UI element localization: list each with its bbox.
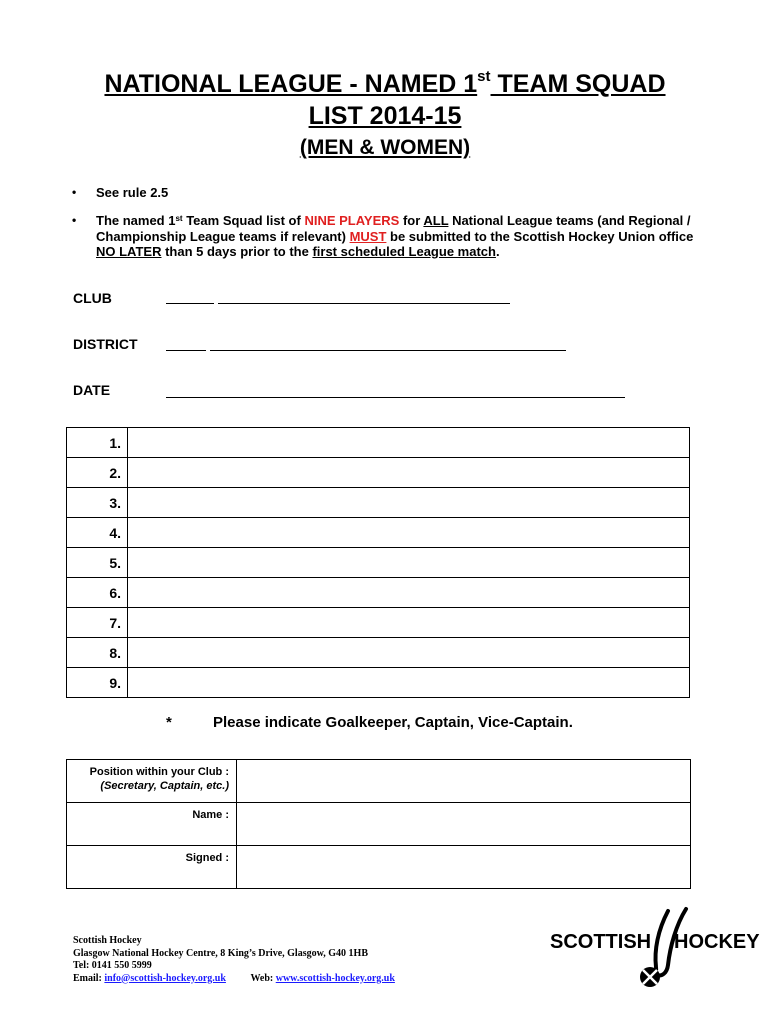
logo-text-right: HOCKEY — [674, 931, 760, 953]
bullet-text: See rule 2.5 — [96, 185, 169, 200]
player-entry-8[interactable] — [128, 638, 690, 668]
table-row — [67, 760, 691, 803]
player-entry-5[interactable] — [128, 548, 690, 578]
table-row: 2. — [67, 458, 690, 488]
district-field-short[interactable] — [166, 350, 206, 351]
footer-contact: Scottish Hockey Glasgow National Hockey Centre, 8 King’s Drive, Glasgow, G40 1HB Tel: 0141 550 5999 Email: info@scottish-hockey.org.uk Web: www.scottish-hockey.org.uk — [73, 935, 395, 984]
bullet-dot-icon: • — [72, 213, 77, 227]
table-row: 7. — [67, 608, 690, 638]
hockey-sticks-saltire-icon — [550, 905, 760, 995]
table-row: 6. — [67, 578, 690, 608]
player-entry-1[interactable] — [128, 428, 690, 458]
district-field[interactable] — [210, 350, 566, 351]
player-entry-2[interactable] — [128, 458, 690, 488]
table-row: 8. — [67, 638, 690, 668]
title-text-end: TEAM SQUAD — [490, 70, 666, 98]
note-text: Please indicate Goalkeeper, Captain, Vice-Captain. — [213, 714, 573, 731]
club-field-short[interactable] — [166, 303, 214, 304]
position-field[interactable] — [237, 760, 691, 803]
web-link[interactable]: www.scottish-hockey.org.uk — [275, 972, 395, 984]
date-field[interactable] — [166, 397, 625, 398]
bullet-text: The named 1st Team Squad list of NINE PLAYERS for ALL National League teams (and Regional / Championship League teams if relevant) MUST be submitted to the Scottish Hockey Union office NO LATER than 5 days prior to the first scheduled League match. — [96, 213, 694, 259]
email-link[interactable]: info@scottish-hockey.org.uk — [104, 972, 226, 984]
player-entry-3[interactable] — [128, 488, 690, 518]
signature-field[interactable] — [237, 846, 691, 889]
form-subtitle: (MEN & WOMEN) — [299, 136, 471, 159]
footer-tel: Tel: 0141 550 5999 — [73, 960, 152, 971]
title-text: NATIONAL LEAGUE - NAMED 1 — [104, 70, 478, 98]
signature-table — [66, 759, 691, 889]
footer-address: Glasgow National Hockey Centre, 8 King’s Drive, Glasgow, G40 1HB — [73, 947, 368, 959]
table-row: 5. — [67, 548, 690, 578]
district-label: DISTRICT — [73, 336, 138, 352]
table-row: 1. — [67, 428, 690, 458]
player-entry-6[interactable] — [128, 578, 690, 608]
player-entry-9[interactable] — [128, 668, 690, 698]
nine-players-highlight: NINE PLAYERS — [304, 213, 400, 228]
form-title-line1 — [0, 70, 770, 99]
bullet-dot-icon: • — [72, 185, 77, 199]
table-row — [67, 803, 691, 846]
table-row: 9. — [67, 668, 690, 698]
player-entry-7[interactable] — [128, 608, 690, 638]
table-row: 3. — [67, 488, 690, 518]
form-title-line2: LIST 2014-15 — [308, 102, 462, 130]
logo-text-left: SCOTTISH — [550, 931, 652, 953]
title-superscript: st — [477, 68, 491, 85]
position-label: Position within your Club : — [89, 766, 229, 778]
club-field[interactable] — [218, 303, 510, 304]
position-hint: (Secretary, Captain, etc.) — [100, 780, 229, 792]
date-label: DATE — [73, 382, 111, 398]
name-field[interactable] — [237, 803, 691, 846]
name-label: Name : — [67, 803, 237, 846]
signed-label: Signed : — [67, 846, 237, 889]
footer-org: Scottish Hockey — [73, 935, 142, 946]
club-label: CLUB — [73, 290, 112, 306]
players-table — [66, 427, 690, 698]
player-entry-4[interactable] — [128, 518, 690, 548]
scottish-hockey-logo — [550, 905, 760, 995]
table-row — [67, 846, 691, 889]
table-row: 4. — [67, 518, 690, 548]
must-highlight: MUST — [349, 228, 387, 244]
note-asterisk: * — [166, 714, 172, 731]
